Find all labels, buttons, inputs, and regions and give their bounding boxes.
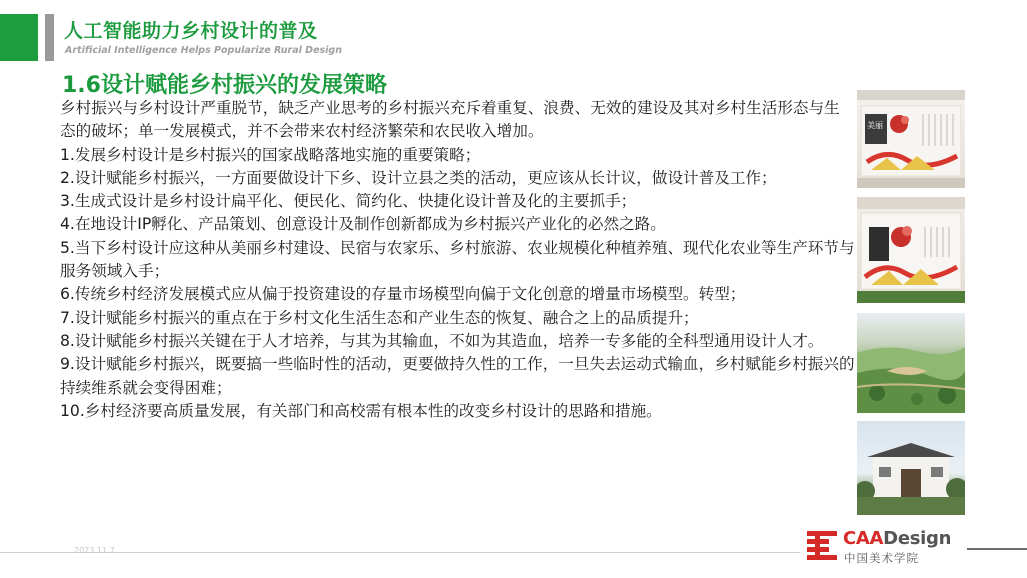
header-subtitle: Artificial Intelligence Helps Popularize Rural Design — [65, 45, 342, 56]
logo-english — [843, 528, 951, 549]
list-item: 7.设计赋能乡村振兴的重点在于乡村文化生活生态和产业生态的恢复、融合之上的品质提升； — [60, 308, 699, 327]
caa-logo-mark-icon — [807, 531, 837, 561]
list-item: 2.设计赋能乡村振兴，一方面要做设计下乡、设计立县之类的活动，更应该从长计议，做设计普及工作； — [60, 168, 777, 187]
logo-caa: CAA — [843, 528, 884, 549]
list-item: 6.传统乡村经济发展模式应从偏于投资建设的存量市场模型向偏于文化创意的增量市场模型。转型； — [60, 285, 746, 304]
wall-sign-text: 美丽 — [867, 121, 883, 130]
list-item: 4.在地设计IP孵化、产品策划、创意设计及制作创新都成为乡村振兴产业化的必然之路。 — [60, 215, 666, 234]
footer-divider-left — [0, 552, 800, 553]
logo-design: Design — [883, 528, 952, 549]
caa-design-logo — [807, 527, 967, 567]
list-item: 5.当下乡村设计应这种从美丽乡村建设、民宿与农家乐、乡村旅游、农业规模化种植养殖、现代化农业等生产环节与服务领域入手； — [60, 238, 855, 281]
header-gray-bar — [45, 14, 54, 61]
aerial-village-image — [857, 313, 965, 413]
traditional-house-image — [857, 421, 965, 515]
footer-divider-right — [967, 548, 1027, 550]
culture-wall-image-2 — [857, 197, 965, 303]
list-item: 9.设计赋能乡村振兴，既要搞一些临时性的活动，更要做持久性的工作，一旦失去运动式输血，乡村赋能乡村振兴的持续维系就会变得困难； — [60, 355, 855, 397]
section-title: 1.6设计赋能乡村振兴的发展策略 — [62, 73, 387, 98]
list-item: 1.发展乡村设计是乡村振兴的国家战略落地实施的重要策略； — [60, 145, 481, 164]
header-green-bar — [0, 14, 38, 61]
header-title: 人工智能助力乡村设计的普及 — [64, 20, 318, 42]
list-item: 10.乡村经济要高质量发展，有关部门和高校需有根本性的改变乡村设计的思路和措施。 — [60, 401, 662, 420]
body-text — [60, 97, 855, 423]
intro-paragraph: 乡村振兴与乡村设计严重脱节，缺乏产业思考的乡村振兴充斥着重复、浪费、无效的建设及其对乡村生活形态与生态的破坏；单一发展模式，并不会带来农村经济繁荣和农民收入增加。 — [60, 99, 840, 141]
list-item: 8.设计赋能乡村振兴关键在于人才培养，与其为其输血，不如为其造血，培养一专多能的全科型通用设计人才。 — [60, 331, 824, 350]
culture-wall-image-1 — [857, 90, 965, 188]
footer-date: 2023.11.7 — [74, 546, 115, 555]
list-item: 3.生成式设计是乡村设计扁平化、便民化、简约化、快捷化设计普及化的主要抓手； — [60, 192, 637, 211]
logo-chinese: 中国美术学院 — [844, 551, 919, 565]
